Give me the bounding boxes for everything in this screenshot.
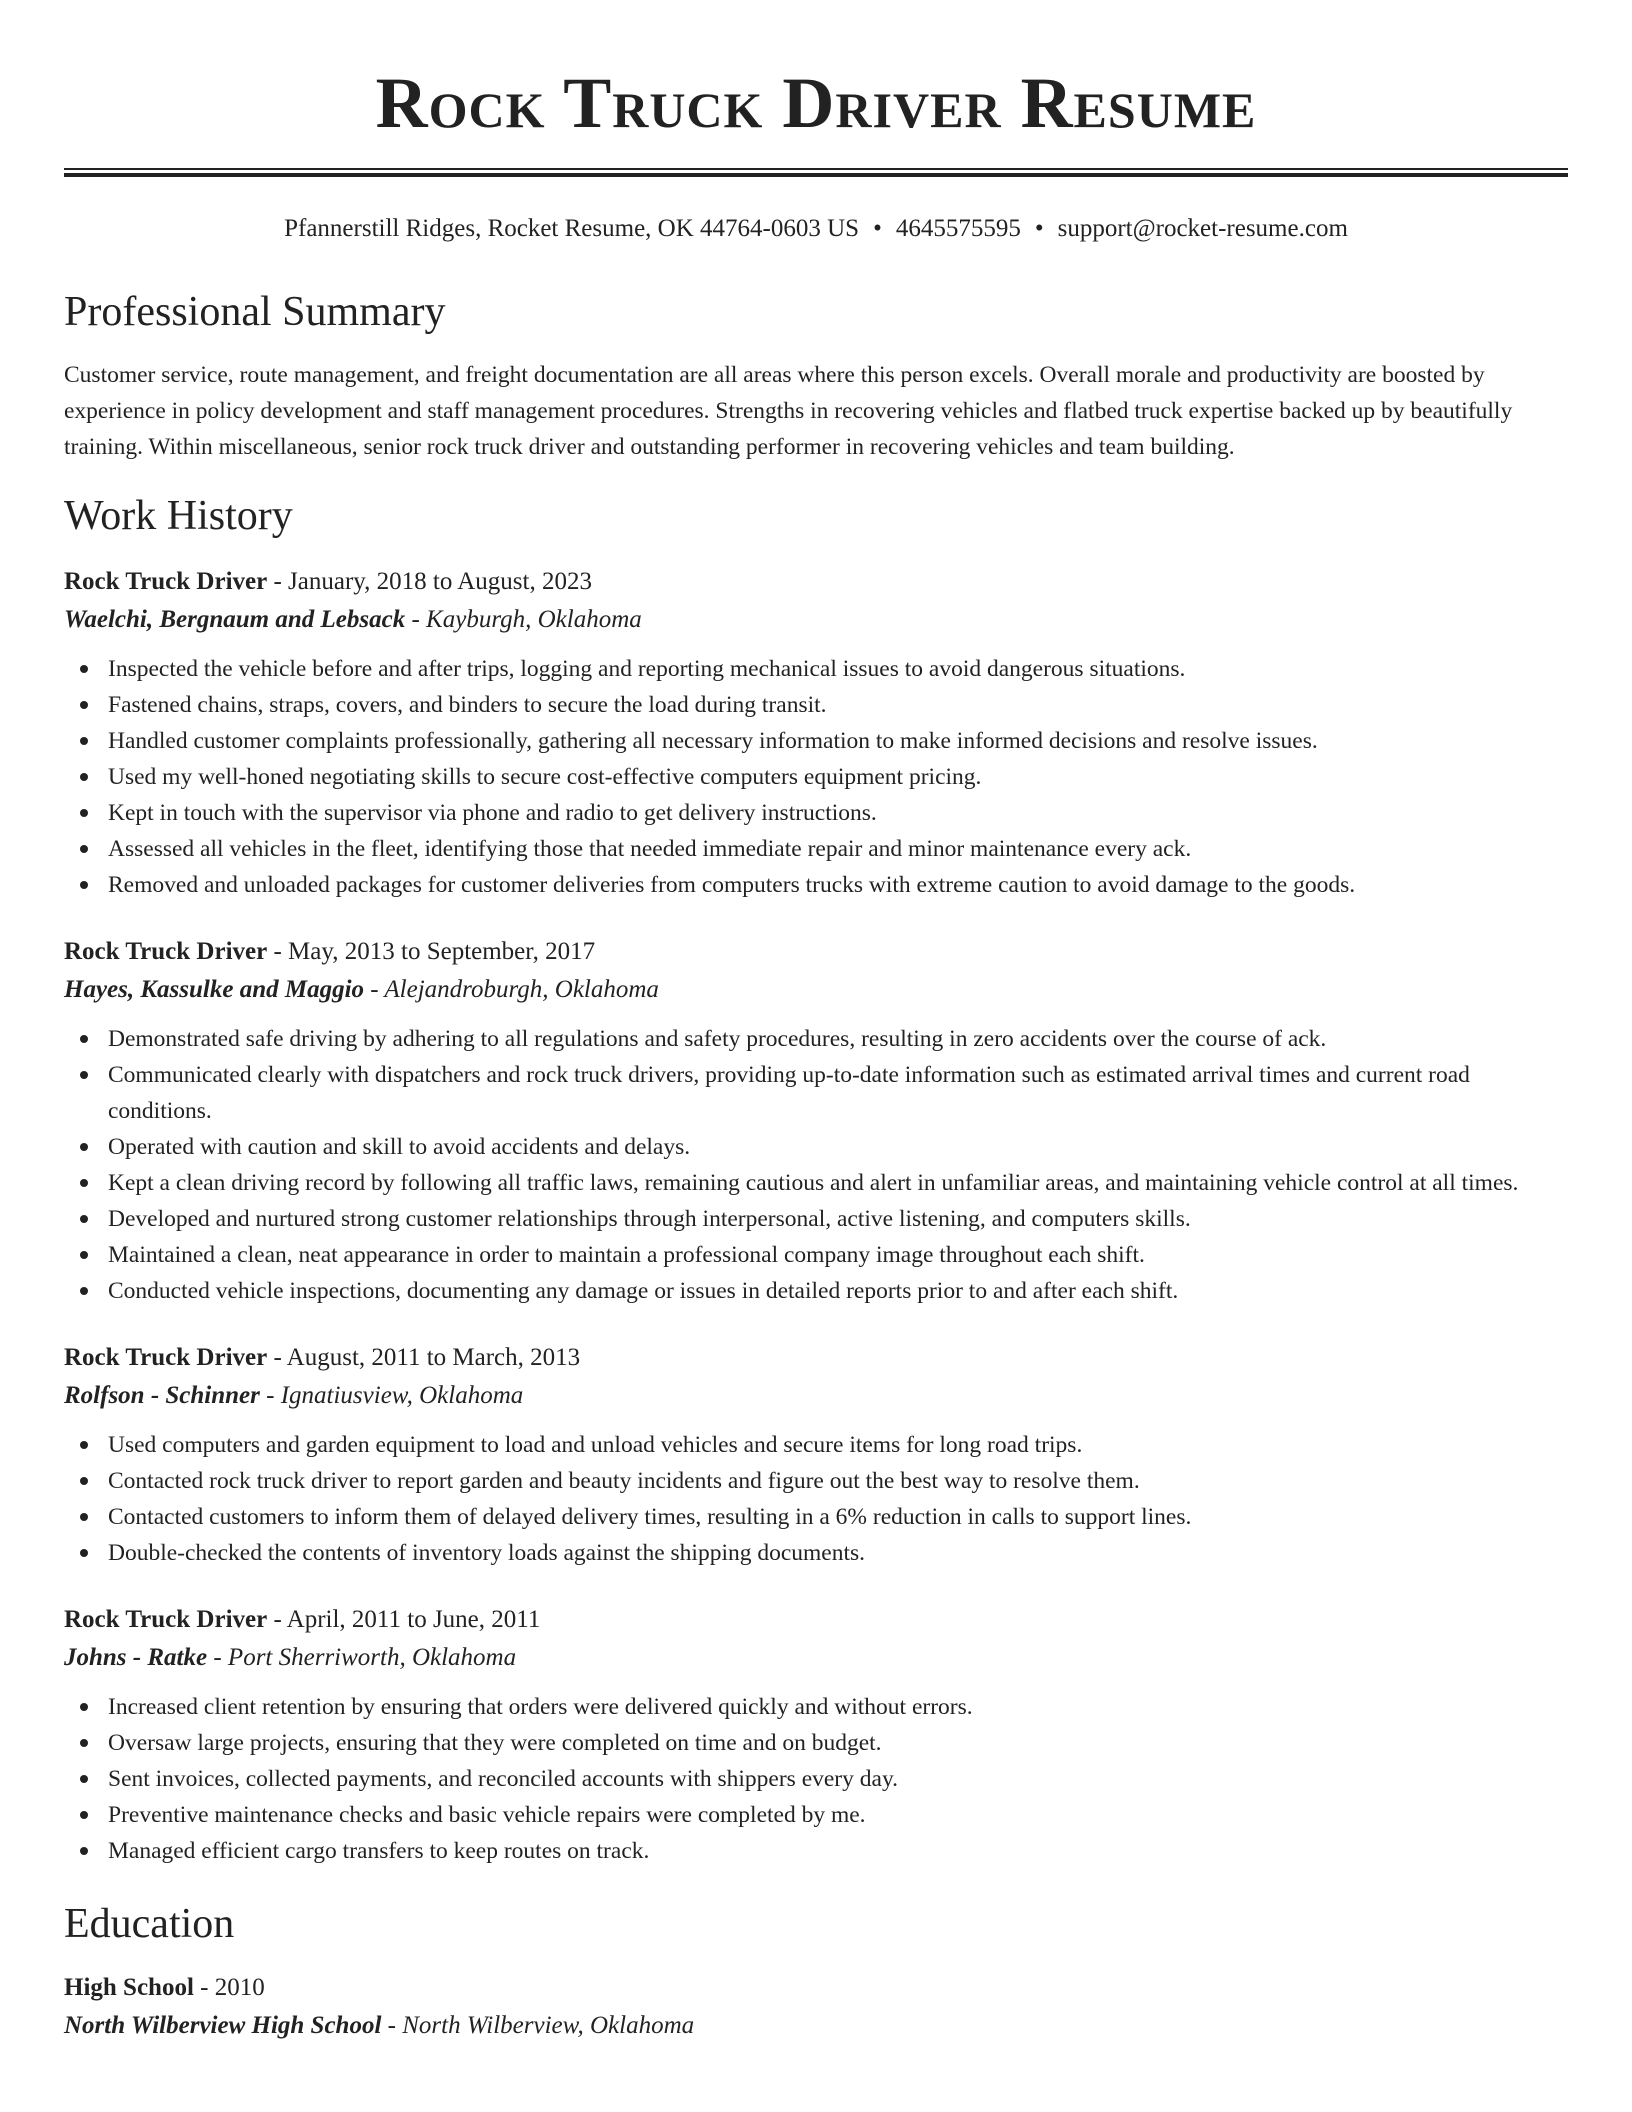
education-location: - North Wilberview, Oklahoma xyxy=(381,2012,695,2039)
job-duty xyxy=(108,1761,1568,1797)
job-duty xyxy=(108,1427,1568,1463)
contact-separator: • xyxy=(1034,215,1044,242)
job-duty xyxy=(108,1021,1568,1057)
job-dates: - May, 2013 to September, 2017 xyxy=(267,938,596,965)
job-title: Rock Truck Driver xyxy=(64,568,268,595)
bullet-icon xyxy=(80,881,88,889)
job-title-line xyxy=(64,1339,1568,1377)
job-title-line xyxy=(64,933,1568,971)
bullet-icon xyxy=(80,1179,88,1187)
job-entry xyxy=(64,933,1568,1309)
job-duty-text: Demonstrated safe driving by adhering to all regulations and safety procedures, resulting in zero accidents over the course of ack. xyxy=(108,1026,1327,1052)
job-duty xyxy=(108,1797,1568,1833)
job-company: Johns - Ratke xyxy=(64,1644,208,1671)
job-duty xyxy=(108,831,1568,867)
job-dates: - April, 2011 to June, 2011 xyxy=(267,1606,541,1633)
summary-heading: Professional Summary xyxy=(64,289,446,335)
job-duty xyxy=(108,1237,1568,1273)
bullet-icon xyxy=(80,701,88,709)
job-duty-text: Kept a clean driving record by following all traffic laws, remaining cautious and alert in unfamiliar areas, and maintaining vehicle control at all times. xyxy=(108,1170,1519,1196)
contact-line xyxy=(64,213,1568,245)
summary-text: Customer service, route management, and freight documentation are all areas where this person excels. Overall morale and productivity are boosted by experience in policy development and staff management procedures. Strengths in recovering vehicles and flatbed truck expertise backed up by beautifully training. Within miscellaneous, senior rock truck driver and outstanding performer in recovering vehicles and team building. xyxy=(64,362,1513,460)
job-entry xyxy=(64,563,1568,903)
bullet-icon xyxy=(80,1513,88,1521)
job-company-line xyxy=(64,601,1568,639)
job-duty xyxy=(108,759,1568,795)
contact-separator: • xyxy=(873,215,882,242)
job-duty-text: Fastened chains, straps, covers, and binders to secure the load during transit. xyxy=(108,692,827,718)
bullet-icon xyxy=(80,1287,88,1295)
job-duty xyxy=(108,1833,1568,1869)
bullet-icon xyxy=(80,1847,88,1855)
job-duty xyxy=(108,1499,1568,1535)
bullet-icon xyxy=(80,1251,88,1259)
job-entry xyxy=(64,1601,1568,1869)
education-year: - 2010 xyxy=(193,1974,265,2001)
job-duties-list xyxy=(64,1427,1568,1571)
bullet-icon xyxy=(80,1071,88,1079)
job-duty-text: Inspected the vehicle before and after trips, logging and reporting mechanical issues to avoid dangerous situations. xyxy=(108,656,1186,682)
job-duty-text: Increased client retention by ensuring that orders were delivered quickly and without errors. xyxy=(108,1694,973,1720)
education-school: North Wilberview High School xyxy=(64,2012,382,2039)
job-duty xyxy=(108,1201,1568,1237)
job-title-line xyxy=(64,1601,1568,1639)
job-company: Hayes, Kassulke and Maggio xyxy=(64,976,365,1003)
bullet-icon xyxy=(80,1703,88,1711)
job-duty xyxy=(108,1129,1568,1165)
job-duty xyxy=(108,651,1568,687)
job-company: Waelchi, Bergnaum and Lebsack xyxy=(64,606,406,633)
job-entry xyxy=(64,1339,1568,1571)
job-duty-text: Handled customer complaints professionally, gathering all necessary information to make informed decisions and resolve issues. xyxy=(108,728,1318,754)
job-duty-text: Oversaw large projects, ensuring that they were completed on time and on budget. xyxy=(108,1730,882,1756)
job-duty-text: Removed and unloaded packages for customer deliveries from computers trucks with extreme caution to avoid damage to the goods. xyxy=(108,872,1356,898)
job-location: - Kayburgh, Oklahoma xyxy=(405,606,642,633)
job-duty-text: Kept in touch with the supervisor via phone and radio to get delivery instructions. xyxy=(108,800,877,826)
job-duty-text: Communicated clearly with dispatchers and rock truck drivers, providing up-to-date information such as estimated arrival times and current road conditions. xyxy=(108,1062,1470,1124)
job-duty-text: Developed and nurtured strong customer relationships through interpersonal, active listening, and computers skills. xyxy=(108,1206,1191,1232)
bullet-icon xyxy=(80,1811,88,1819)
education-degree: High School xyxy=(64,1974,194,2001)
bullet-icon xyxy=(80,845,88,853)
job-location: - Ignatiusview, Oklahoma xyxy=(259,1382,524,1409)
bullet-icon xyxy=(80,737,88,745)
job-duty-text: Used computers and garden equipment to load and unload vehicles and secure items for long road trips. xyxy=(108,1432,1083,1458)
job-duties-list xyxy=(64,1689,1568,1869)
job-duty-text: Sent invoices, collected payments, and reconciled accounts with shippers every day. xyxy=(108,1766,899,1792)
job-company-line xyxy=(64,971,1568,1009)
job-duty-text: Preventive maintenance checks and basic vehicle repairs were completed by me. xyxy=(108,1802,866,1828)
job-duty xyxy=(108,1725,1568,1761)
job-duty-text: Conducted vehicle inspections, documenting any damage or issues in detailed reports prior to and after each shift. xyxy=(108,1278,1179,1304)
education-entry xyxy=(64,1969,1568,2045)
job-duties-list xyxy=(64,651,1568,903)
job-duty xyxy=(108,1165,1568,1201)
education-degree-line xyxy=(64,1969,1568,2007)
job-duties-list xyxy=(64,1021,1568,1309)
job-title: Rock Truck Driver xyxy=(64,938,268,965)
education-school-line xyxy=(64,2007,1568,2045)
job-duty xyxy=(108,723,1568,759)
job-dates: - August, 2011 to March, 2013 xyxy=(267,1344,581,1371)
bullet-icon xyxy=(80,665,88,673)
contact-email: support@rocket-resume.com xyxy=(1057,215,1348,242)
job-duty xyxy=(108,1057,1568,1129)
job-title-line xyxy=(64,563,1568,601)
job-duty xyxy=(108,1535,1568,1571)
job-duty-text: Managed efficient cargo transfers to keep routes on track. xyxy=(108,1838,650,1864)
resume-page xyxy=(64,0,1568,2045)
bullet-icon xyxy=(80,1739,88,1747)
job-company-line xyxy=(64,1377,1568,1415)
resume-title: Rock Truck Driver Resume xyxy=(375,63,1257,143)
job-duty xyxy=(108,795,1568,831)
job-duty xyxy=(108,1689,1568,1725)
job-duty-text: Operated with caution and skill to avoid accidents and delays. xyxy=(108,1134,691,1160)
job-dates: - January, 2018 to August, 2023 xyxy=(267,568,592,595)
job-location: - Alejandroburgh, Oklahoma xyxy=(364,976,659,1003)
work-history-heading: Work History xyxy=(64,493,293,539)
job-location: - Port Sherriworth, Oklahoma xyxy=(207,1644,517,1671)
job-duty xyxy=(108,1273,1568,1309)
bullet-icon xyxy=(80,1143,88,1151)
bullet-icon xyxy=(80,1215,88,1223)
bullet-icon xyxy=(80,1035,88,1043)
job-duty xyxy=(108,867,1568,903)
job-company: Rolfson - Schinner xyxy=(64,1382,260,1409)
contact-address: Pfannerstill Ridges, Rocket Resume, OK 44764-0603 US xyxy=(284,215,860,242)
job-title: Rock Truck Driver xyxy=(64,1344,268,1371)
bullet-icon xyxy=(80,1549,88,1557)
job-company-line xyxy=(64,1639,1568,1677)
job-duty xyxy=(108,1463,1568,1499)
bullet-icon xyxy=(80,1441,88,1449)
job-title: Rock Truck Driver xyxy=(64,1606,268,1633)
bullet-icon xyxy=(80,773,88,781)
job-duty xyxy=(108,687,1568,723)
job-duty-text: Maintained a clean, neat appearance in order to maintain a professional company image throughout each shift. xyxy=(108,1242,1145,1268)
education-heading: Education xyxy=(64,1901,235,1947)
bullet-icon xyxy=(80,1775,88,1783)
bullet-icon xyxy=(80,809,88,817)
bullet-icon xyxy=(80,1477,88,1485)
job-duty-text: Contacted rock truck driver to report garden and beauty incidents and figure out the best way to resolve them. xyxy=(108,1468,1140,1494)
job-duty-text: Assessed all vehicles in the fleet, identifying those that needed immediate repair and minor maintenance every ack. xyxy=(108,836,1192,862)
title-divider xyxy=(64,168,1568,177)
job-duty-text: Contacted customers to inform them of delayed delivery times, resulting in a 6% reduction in calls to support lines. xyxy=(108,1504,1192,1530)
job-duty-text: Double-checked the contents of inventory loads against the shipping documents. xyxy=(108,1540,866,1566)
contact-phone: 4645575595 xyxy=(895,215,1021,242)
job-duty-text: Used my well-honed negotiating skills to secure cost-effective computers equipment pricing. xyxy=(108,764,982,790)
